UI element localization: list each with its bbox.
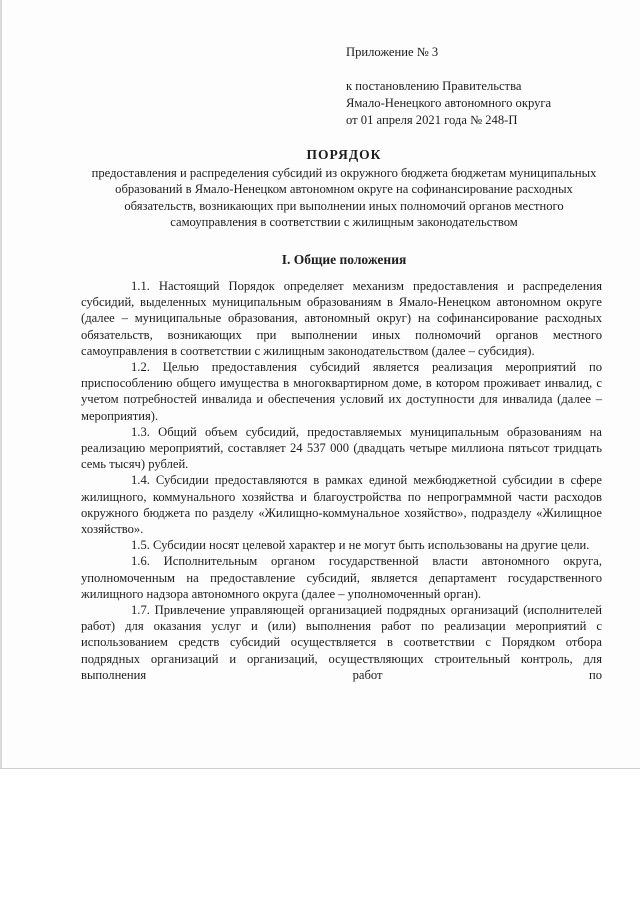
paragraph-1-5: 1.5. Субсидии носят целевой характер и не могут быть использованы на другие цели. bbox=[131, 538, 590, 553]
document-body bbox=[81, 278, 602, 683]
paragraph-1-1: 1.1. Настоящий Порядок определяет механизм предоставления и распределения субсидий, выделенных муниципальным образованиям в Ямало-Ненецком автономном округе (далее – муниципальные образования, автономный округ) на софинансирование расходных обязательств, возникающих при выполнении иных полномочий органов местного самоуправления в соответствии с жилищным законодательством (далее – субсидия). bbox=[81, 279, 602, 358]
paragraph-1-2: 1.2. Целью предоставления субсидий является реализация мероприятий по приспособлению общего имущества в многоквартирном доме, в котором проживает инвалид, с учетом потребностей инвалида и обеспечения условий их доступности для инвалида (далее – мероприятия). bbox=[81, 360, 602, 423]
annex-government: Ямало-Ненецкого автономного округа bbox=[346, 96, 552, 110]
paragraph-1-3: 1.3. Общий объем субсидий, предоставляемых муниципальным образованиям на реализацию мероприятий, составляет 24 537 000 (двадцать четыре миллиона пятьсот тридцать семь тысяч) рублей. bbox=[81, 424, 602, 472]
annex-date: от 01 апреля 2021 года № 248-П bbox=[346, 113, 518, 127]
document-subtitle: предоставления и распределения субсидий из окружного бюджета бюджетам муниципальных образований в Ямало-Ненецком автономном округе на софинансирование расходных обязательств, возникающих при выполнении иных полномочий органов местного самоуправления в соответствии с жилищным законодательством bbox=[91, 166, 597, 230]
paragraph-1-7: 1.7. Привлечение управляющей организацией подрядных организаций (исполнителей работ) для оказания услуг и (или) выполнения работ по реализации мероприятий с использованием средств субсидий осуществляется в соответствии с Порядком отбора подрядных организаций и организаций, осуществляющих строительный контроль, для выполнения работ по bbox=[81, 603, 602, 682]
scan-edge bbox=[0, 0, 2, 768]
paragraph-1-6: 1.6. Исполнительным органом государственной власти автономного округа, уполномоченным на предоставление субсидий, является департамент государственного жилищного надзора автономного округа (далее – уполномоченный орган). bbox=[81, 554, 602, 601]
document-title: ПОРЯДОК bbox=[306, 147, 382, 162]
annex-block bbox=[346, 44, 616, 129]
annex-number: Приложение № 3 bbox=[346, 45, 439, 59]
paragraph-1-4: 1.4. Субсидии предоставляются в рамках единой межбюджетной субсидии в сфере жилищного, коммунального хозяйства и благоустройства по непрограммной части расходов окружного бюджета по разделу «Жилищно-коммунальное хозяйство», подразделу «Жилищное хозяйство». bbox=[81, 473, 602, 537]
section-heading: I. Общие положения bbox=[281, 252, 407, 267]
annex-reference: к постановлению Правительства bbox=[346, 79, 522, 93]
